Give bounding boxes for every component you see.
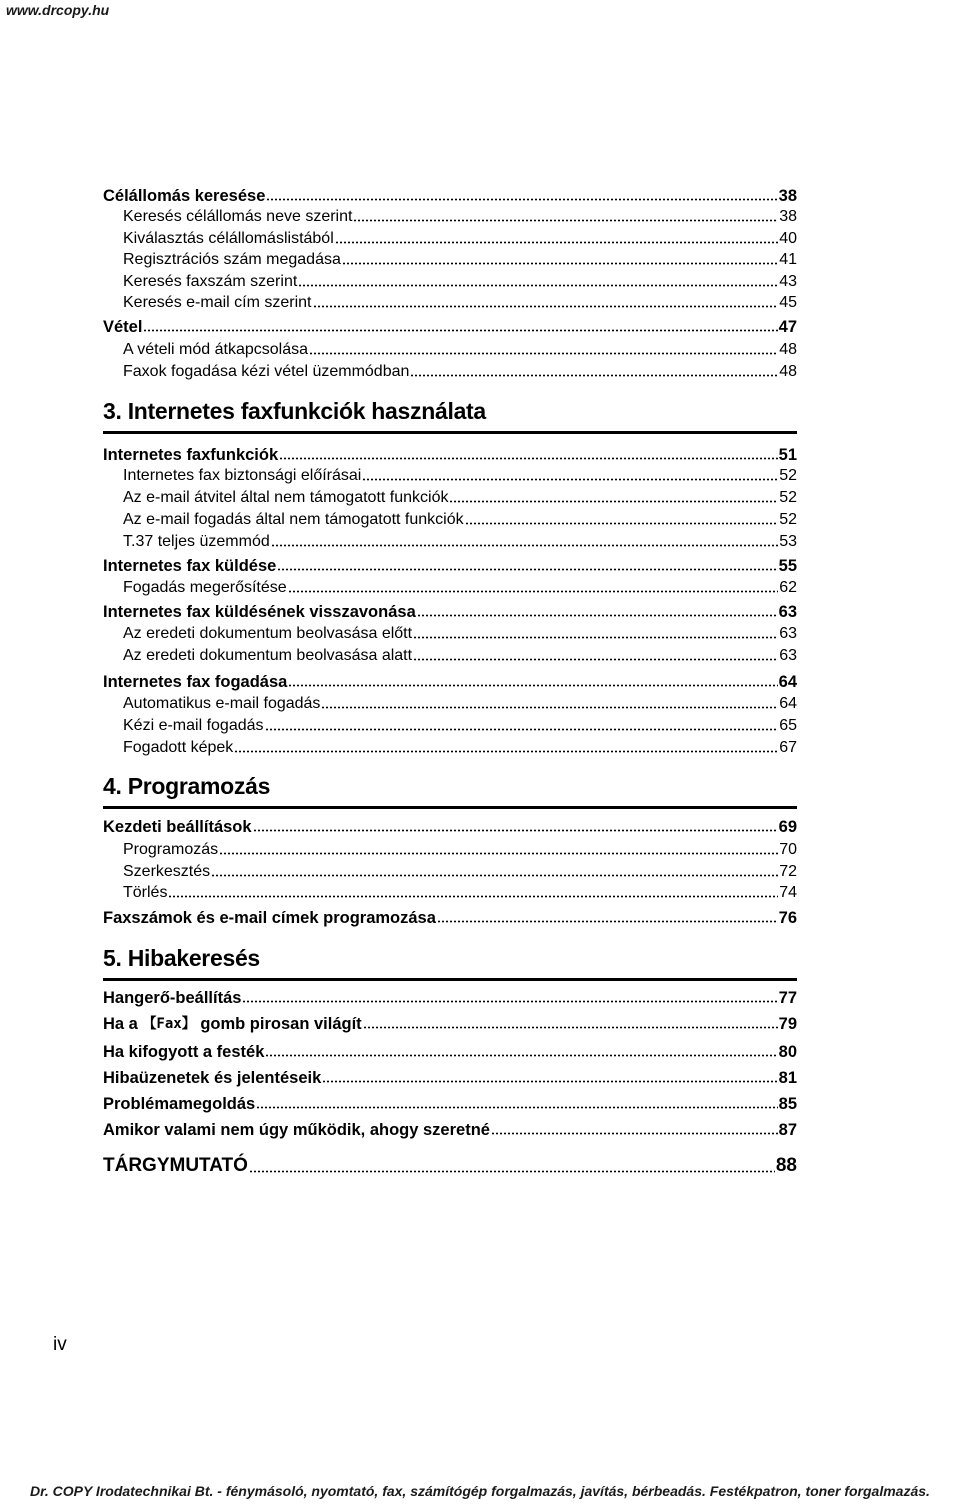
toc-page-number: 88 bbox=[775, 1155, 797, 1176]
toc-entry-label: Faxszámok és e-mail címek programozása bbox=[103, 909, 436, 927]
dot-leader bbox=[234, 750, 778, 753]
dot-leader bbox=[465, 522, 779, 525]
toc-subentry[interactable] bbox=[103, 360, 797, 382]
toc-entry-label-part: gomb pirosan világít bbox=[195, 1015, 362, 1033]
dot-leader bbox=[413, 636, 778, 639]
toc-page-number: 40 bbox=[779, 230, 797, 247]
toc-subentry[interactable] bbox=[103, 248, 797, 270]
toc-page-number: 80 bbox=[778, 1043, 797, 1061]
toc-entry[interactable] bbox=[103, 815, 797, 837]
toc-entry-label: Problémamegoldás bbox=[103, 1095, 256, 1113]
toc-entry[interactable] bbox=[103, 1012, 797, 1034]
toc-entry-label: Internetes fax biztonsági előírásai bbox=[123, 467, 362, 484]
toc-entry-label: Automatikus e-mail fogadás bbox=[123, 695, 321, 712]
toc-page-number: 65 bbox=[779, 717, 797, 734]
toc-entry[interactable] bbox=[103, 1066, 797, 1088]
dot-leader bbox=[253, 829, 778, 832]
toc-entry-label: Vétel bbox=[103, 318, 143, 336]
toc-page-number: 81 bbox=[778, 1069, 797, 1087]
toc-entry-label: Kezdeti beállítások bbox=[103, 818, 252, 836]
toc-subentry[interactable] bbox=[103, 270, 797, 292]
toc-entry-label: Kiválasztás célállomáslistából bbox=[123, 230, 334, 247]
toc-entry-label: Internetes faxfunkciók bbox=[103, 446, 279, 464]
toc-subentry[interactable] bbox=[103, 622, 797, 644]
toc-page-number: 52 bbox=[779, 467, 797, 484]
dot-leader bbox=[363, 1026, 778, 1029]
toc-page-number: 72 bbox=[779, 863, 797, 880]
dot-leader bbox=[362, 478, 778, 481]
toc-entry[interactable] bbox=[103, 184, 797, 206]
dot-leader bbox=[265, 1054, 777, 1057]
chapter-number: 3. bbox=[103, 398, 122, 424]
toc-page-number: 69 bbox=[778, 818, 797, 836]
dot-leader bbox=[353, 219, 778, 222]
chapter-number: 4. bbox=[103, 773, 122, 799]
dot-leader bbox=[298, 284, 778, 287]
dot-leader bbox=[143, 329, 777, 332]
toc-subentry[interactable] bbox=[103, 486, 797, 508]
dot-leader bbox=[321, 706, 778, 709]
toc-page-number: 77 bbox=[778, 989, 797, 1007]
toc-entry-label: Keresés faxszám szerint bbox=[123, 273, 298, 290]
toc-page-number: 74 bbox=[779, 884, 797, 901]
toc-subentry[interactable] bbox=[103, 692, 797, 714]
toc-page-number: 87 bbox=[778, 1121, 797, 1139]
toc-entry-label: Ha kifogyott a festék bbox=[103, 1043, 265, 1061]
toc-entry-label: TÁRGYMUTATÓ bbox=[103, 1155, 248, 1176]
page-number: iv bbox=[53, 1334, 67, 1355]
toc-page-number: 47 bbox=[778, 318, 797, 336]
dot-leader bbox=[279, 457, 778, 460]
toc-entry[interactable] bbox=[103, 670, 797, 692]
toc-entry[interactable] bbox=[103, 443, 797, 465]
dot-leader bbox=[265, 728, 779, 731]
dot-leader bbox=[309, 352, 778, 355]
toc-page-number: 63 bbox=[779, 625, 797, 642]
chapter-title: Programozás bbox=[127, 773, 271, 799]
dot-leader bbox=[271, 544, 778, 547]
toc-subentry[interactable] bbox=[103, 508, 797, 530]
toc-entry-label: A vételi mód átkapcsolása bbox=[123, 341, 308, 358]
toc-page-number: 63 bbox=[778, 603, 797, 621]
toc-page-number: 52 bbox=[779, 511, 797, 528]
toc-subentry[interactable] bbox=[103, 227, 797, 249]
dot-leader bbox=[437, 920, 778, 923]
toc-entry-label: Az e-mail fogadás által nem támogatott funkciók bbox=[123, 511, 464, 528]
toc-page-number: 48 bbox=[779, 341, 797, 358]
toc-subentry[interactable] bbox=[103, 644, 797, 666]
toc-subentry[interactable] bbox=[103, 576, 797, 598]
toc-entry-label: Kézi e-mail fogadás bbox=[123, 717, 264, 734]
toc-entry[interactable] bbox=[103, 554, 797, 576]
toc-page-number: 64 bbox=[778, 673, 797, 691]
toc-entry-label: Amikor valami nem úgy működik, ahogy szeretné bbox=[103, 1121, 490, 1139]
dot-leader bbox=[219, 852, 778, 855]
dot-leader bbox=[491, 1132, 778, 1135]
toc-page-number: 52 bbox=[779, 489, 797, 506]
toc-entry-label: T.37 teljes üzemmód bbox=[123, 533, 270, 550]
dot-leader bbox=[342, 262, 778, 265]
dot-leader bbox=[417, 614, 778, 617]
toc-entry-label: Az e-mail átvitel által nem támogatott funkciók bbox=[123, 489, 449, 506]
dot-leader bbox=[313, 305, 779, 308]
toc-entry-label: Célállomás keresése bbox=[103, 187, 266, 205]
chapter-heading bbox=[103, 773, 797, 809]
dot-leader bbox=[211, 874, 778, 877]
chapter-title: Hibakeresés bbox=[127, 945, 260, 971]
chapter-title: Internetes faxfunkciók használata bbox=[127, 398, 486, 424]
dot-leader bbox=[449, 500, 778, 503]
toc-subentry[interactable] bbox=[103, 205, 797, 227]
toc-subentry[interactable] bbox=[103, 464, 797, 486]
toc-entry-label: Regisztrációs szám megadása bbox=[123, 251, 341, 268]
toc-subentry[interactable] bbox=[103, 530, 797, 552]
dot-leader bbox=[288, 590, 779, 593]
toc-subentry[interactable] bbox=[103, 881, 797, 903]
toc-page-number: 63 bbox=[779, 647, 797, 664]
toc-page-number: 76 bbox=[778, 909, 797, 927]
toc-entry-label: Az eredeti dokumentum beolvasása előtt bbox=[123, 625, 413, 642]
toc-entry[interactable] bbox=[103, 986, 797, 1008]
toc-entry-label: Keresés e-mail cím szerint bbox=[123, 294, 312, 311]
fax-key-icon: 【Fax】 bbox=[142, 1016, 196, 1032]
toc-page-number: 64 bbox=[779, 695, 797, 712]
toc-subentry[interactable] bbox=[103, 860, 797, 882]
dot-leader bbox=[242, 1000, 777, 1003]
toc-subentry[interactable] bbox=[103, 291, 797, 313]
dot-leader bbox=[335, 241, 778, 244]
toc-entry[interactable] bbox=[103, 315, 797, 337]
toc-subentry[interactable] bbox=[103, 338, 797, 360]
chapter-heading bbox=[103, 398, 797, 434]
toc-entry-label: Programozás bbox=[123, 841, 219, 858]
toc-entry-label: Fogadott képek bbox=[123, 739, 234, 756]
toc-page-number: 67 bbox=[779, 739, 797, 756]
dot-leader bbox=[168, 895, 778, 898]
dot-leader bbox=[266, 198, 777, 201]
dot-leader bbox=[288, 684, 777, 687]
toc-page-number: 51 bbox=[778, 446, 797, 464]
toc-entry-label: Hibaüzenetek és jelentéseik bbox=[103, 1069, 322, 1087]
toc-entry-label: Faxok fogadása kézi vétel üzemmódban bbox=[123, 363, 410, 380]
toc-page-number: 45 bbox=[779, 294, 797, 311]
toc-entry-label: Internetes fax fogadása bbox=[103, 673, 288, 691]
toc-entry[interactable] bbox=[103, 906, 797, 928]
toc-page-number: 55 bbox=[778, 557, 797, 575]
site-url[interactable]: www.drcopy.hu bbox=[6, 2, 110, 18]
toc-subentry[interactable] bbox=[103, 838, 797, 860]
toc-entry[interactable] bbox=[103, 1040, 797, 1062]
toc-page-number: 85 bbox=[778, 1095, 797, 1113]
footer-text: Dr. COPY Irodatechnikai Bt. - fénymásoló, nyomtató, fax, számítógép forgalmazás, javítás, bérbeadás. Festékpatron, toner forgalmazás. bbox=[30, 1483, 930, 1499]
dot-leader bbox=[249, 1170, 775, 1173]
toc-entry-label: Szerkesztés bbox=[123, 863, 211, 880]
toc-entry[interactable] bbox=[103, 1092, 797, 1114]
toc-entry-label-part: Ha a bbox=[103, 1015, 143, 1033]
toc-subentry[interactable] bbox=[103, 736, 797, 758]
dot-leader bbox=[277, 568, 777, 571]
dot-leader bbox=[322, 1080, 777, 1083]
toc-page-number: 70 bbox=[779, 841, 797, 858]
chapter-heading bbox=[103, 945, 797, 981]
toc-entry[interactable] bbox=[103, 600, 797, 622]
toc-entry-label: Internetes fax küldése bbox=[103, 557, 277, 575]
toc-page-number: 48 bbox=[779, 363, 797, 380]
dot-leader bbox=[256, 1106, 777, 1109]
toc-page-number: 53 bbox=[779, 533, 797, 550]
toc-entry[interactable] bbox=[103, 1118, 797, 1140]
toc-entry-label bbox=[103, 1014, 362, 1034]
dot-leader bbox=[410, 374, 778, 377]
toc-entry-label: Az eredeti dokumentum beolvasása alatt bbox=[123, 647, 413, 664]
toc-entry-label: Internetes fax küldésének visszavonása bbox=[103, 603, 416, 621]
toc-entry[interactable] bbox=[103, 1152, 797, 1178]
toc-entry-label: Törlés bbox=[123, 884, 168, 901]
toc-subentry[interactable] bbox=[103, 714, 797, 736]
toc-page-number: 38 bbox=[778, 187, 797, 205]
toc-entry-label: Fogadás megerősítése bbox=[123, 579, 287, 596]
toc-entry-label: Keresés célállomás neve szerint bbox=[123, 208, 353, 225]
toc-page-number: 62 bbox=[779, 579, 797, 596]
toc-page-number: 41 bbox=[779, 251, 797, 268]
dot-leader bbox=[413, 658, 778, 661]
toc-page-number: 38 bbox=[779, 208, 797, 225]
toc-page-number: 79 bbox=[778, 1015, 797, 1033]
toc-page-number: 43 bbox=[779, 273, 797, 290]
toc-entry-label: Hangerő-beállítás bbox=[103, 989, 242, 1007]
chapter-number: 5. bbox=[103, 945, 122, 971]
